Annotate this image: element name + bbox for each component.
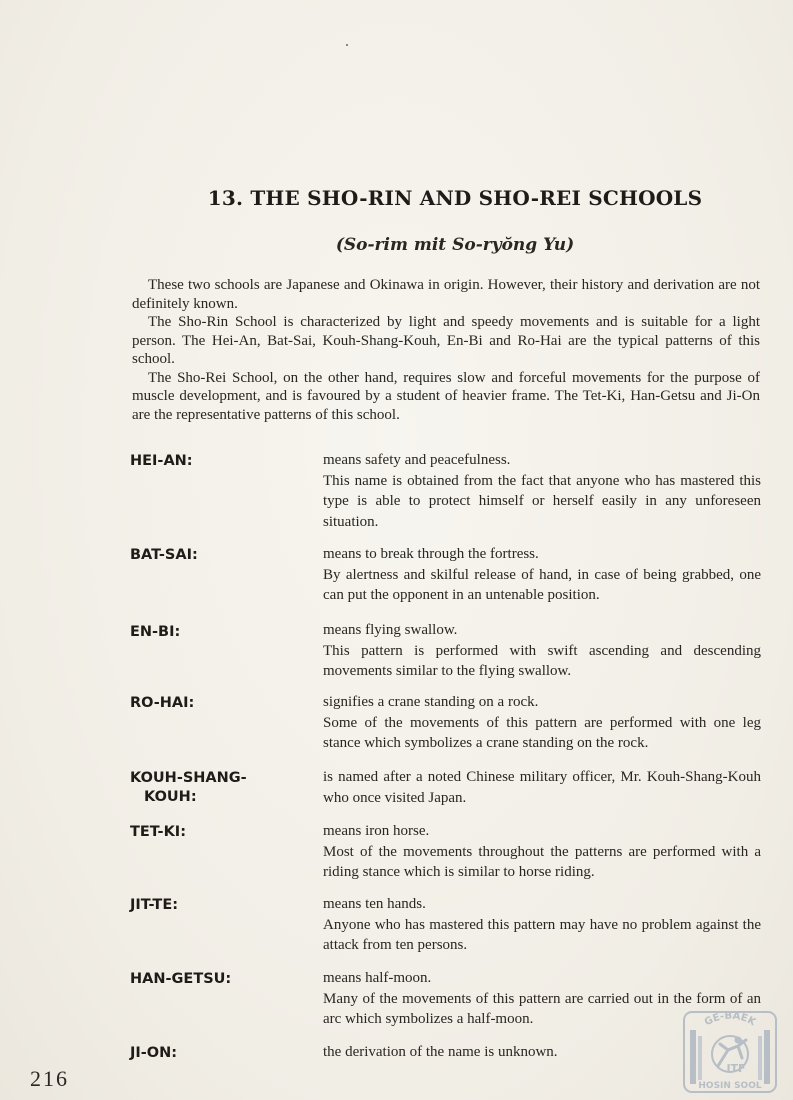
- speck-mark: [346, 44, 348, 46]
- term-jit-te: JIT-TE:: [130, 897, 179, 913]
- term-hei-an: HEI-AN:: [130, 453, 193, 469]
- term-bat-sai: BAT-SAI:: [130, 547, 198, 563]
- intro-paragraph: The Sho-Rei School, on the other hand, requires slow and forceful movements for the purpose of muscle development, and is favoured by a student of heavier frame. The Tet-Ki, Han-Getsu and Ji-On are the representative patterns of this school.: [132, 369, 760, 423]
- term-kouh-shang-kouh: [130, 769, 247, 807]
- definition-meaning: the derivation of the name is unknown.: [323, 1044, 558, 1060]
- definition-kouh-shang-kouh: [323, 767, 761, 808]
- svg-text:GE-BAEK: GE-BAEK: [702, 1010, 758, 1029]
- intro-paragraph: The Sho-Rin School is characterized by light and speedy movements and is suitable for a light person. The Hei-An, Bat-Sai, Kouh-Shang-Kouh, En-Bi and Ro-Hai are the typical patterns of this school.: [132, 314, 760, 367]
- definition-detail: Many of the movements of this pattern are carried out in the form of an arc which symbolizes a half-moon.: [323, 990, 761, 1027]
- svg-text:ITF: ITF: [726, 1062, 746, 1075]
- definition-ro-hai: [323, 692, 761, 754]
- definition-meaning: means half-moon.: [323, 970, 432, 986]
- definition-meaning: means flying swallow.: [323, 622, 458, 638]
- definition-meaning: means safety and peacefulness.: [323, 452, 511, 468]
- term-tet-ki: TET-KI:: [130, 824, 187, 840]
- definition-bat-sai: [323, 544, 761, 606]
- definition-hei-an: [323, 450, 761, 532]
- term-en-bi: EN-BI:: [130, 624, 181, 640]
- definition-meaning: means to break through the fortress.: [323, 546, 539, 562]
- intro-paragraph: These two schools are Japanese and Okinawa in origin. However, their history and derivation are not definitely known.: [132, 277, 760, 312]
- definition-detail: Some of the movements of this pattern are performed with one leg stance which symbolizes a crane standing on the rock.: [323, 714, 761, 751]
- chapter-subtitle: (So-rim mit So-ryŏng Yu): [335, 235, 575, 255]
- term-line: KOUH:: [144, 789, 197, 805]
- term-ji-on: JI-ON:: [130, 1045, 178, 1061]
- term-ro-hai: RO-HAI:: [130, 695, 195, 711]
- page-number: 216: [30, 1066, 69, 1091]
- svg-text:HOSIN SOOL: HOSIN SOOL: [698, 1081, 762, 1091]
- intro-text: [132, 276, 760, 424]
- definition-jit-te: [323, 894, 761, 956]
- definition-en-bi: [323, 620, 761, 682]
- definition-detail: This pattern is performed with swift ascending and descending movements similar to the flying swallow.: [323, 642, 761, 679]
- definition-meaning: means ten hands.: [323, 896, 426, 912]
- term-line: KOUH-SHANG-: [130, 770, 247, 786]
- chapter-title: 13. THE SHO-RIN AND SHO-REI SCHOOLS: [207, 186, 703, 210]
- definition-detail: Most of the movements throughout the patterns are performed with a riding stance which is similar to horse riding.: [323, 843, 761, 880]
- definition-meaning: means iron horse.: [323, 823, 430, 839]
- definition-detail: Anyone who has mastered this pattern may have no problem against the attack from ten persons.: [323, 916, 761, 953]
- ge-baek-itf-watermark-icon: [680, 1006, 780, 1098]
- definition-detail: This name is obtained from the fact that anyone who has mastered this type is able to protect himself or herself easily in any unforeseen situation.: [323, 472, 761, 530]
- definition-meaning: is named after a noted Chinese military officer, Mr. Kouh-Shang-Kouh who once visited Japan.: [323, 769, 761, 806]
- definition-tet-ki: [323, 821, 761, 883]
- definition-meaning: signifies a crane standing on a rock.: [323, 694, 539, 710]
- definition-detail: By alertness and skilful release of hand, in case of being grabbed, one can put the opponent in an untenable position.: [323, 566, 761, 603]
- term-han-getsu: HAN-GETSU:: [130, 971, 232, 987]
